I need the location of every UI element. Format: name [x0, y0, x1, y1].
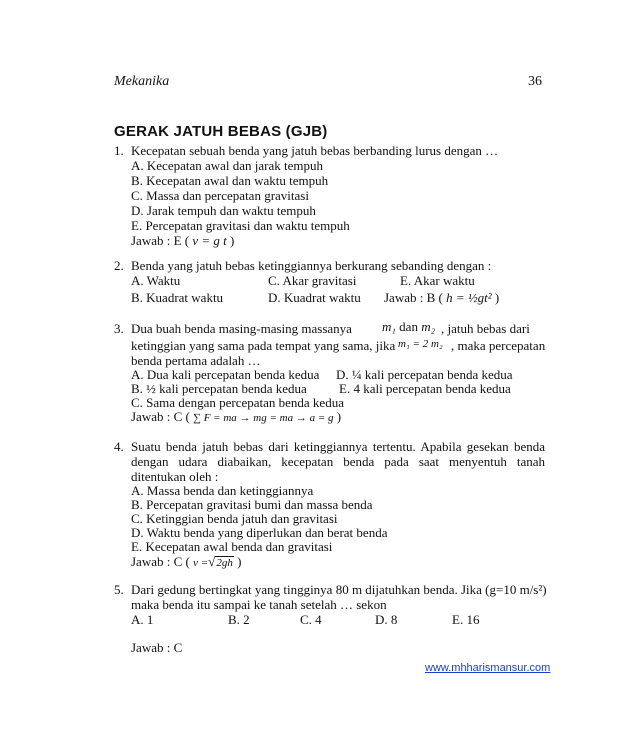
q3-option-d: D. ¼ kali percepatan benda kedua — [336, 367, 513, 382]
q3-answer-suffix: ) — [336, 409, 342, 424]
q2-option-d: D. Kuadrat waktu — [268, 290, 361, 305]
q1-answer-prefix: Jawab : E ( — [131, 233, 190, 248]
q1-option-d: D. Jarak tempuh dan waktu tempuh — [131, 203, 316, 218]
q3-option-c: C. Sama dengan percepatan benda kedua — [131, 395, 344, 410]
q2-answer-prefix: Jawab : B ( — [384, 290, 443, 305]
q1-number: 1. — [114, 143, 124, 158]
q5-option-e: E. 16 — [452, 612, 480, 627]
q3-condition: m₁ = 2 m₂ — [398, 338, 443, 350]
q4-option-b: B. Percepatan gravitasi bumi dan massa benda — [131, 497, 373, 512]
sqrt-icon: √ — [208, 554, 216, 569]
q3-answer — [131, 409, 341, 426]
q3-answer-prefix: Jawab : C ( — [131, 409, 190, 424]
page-number: 36 — [528, 74, 542, 89]
section-title: GERAK JATUH BEBAS (GJB) — [114, 123, 328, 140]
q1-option-e: E. Percepatan gravitasi dan waktu tempuh — [131, 218, 350, 233]
q1-answer — [131, 233, 234, 248]
q2-option-a: A. Waktu — [131, 273, 181, 288]
q2-answer-formula: h = ½gt² — [446, 290, 492, 305]
q3-option-e: E. 4 kali percepatan benda kedua — [339, 381, 511, 396]
q3-option-a: A. Dua kali percepatan benda kedua — [131, 367, 320, 382]
q4-option-d: D. Waktu benda yang diperlukan dan berat benda — [131, 525, 388, 540]
q2-number: 2. — [114, 258, 124, 273]
q5-line2: maka benda itu sampai ke tanah setelah … sekon — [131, 597, 387, 612]
q3-option-b: B. ½ kali percepatan benda kedua — [131, 381, 307, 396]
footer-website-link[interactable]: www.mhharismansur.com — [425, 662, 551, 674]
q4-option-c: C. Ketinggian benda jatuh dan gravitasi — [131, 511, 338, 526]
q4-answer-suffix: ) — [237, 554, 242, 569]
q5-option-d: D. 8 — [375, 612, 398, 627]
q5-number: 5. — [114, 582, 124, 597]
q3-m2: m₂ — [421, 319, 436, 334]
q5-option-a: A. 1 — [131, 612, 154, 627]
q4-number: 4. — [114, 439, 124, 454]
q2-option-e: E. Akar waktu — [400, 273, 475, 288]
q1-text: Kecepatan sebuah benda yang jatuh bebas berbanding lurus dengan … — [131, 143, 499, 158]
q3-line2-end: , maka percepatan — [451, 338, 546, 353]
q2-answer-suffix: ) — [494, 290, 500, 305]
q3-line2-start: ketinggian yang sama pada tempat yang sama, jika — [131, 338, 396, 353]
q2-text: Benda yang jatuh bebas ketinggiannya berkurang sebanding dengan : — [131, 258, 492, 273]
q2-answer — [384, 290, 499, 305]
q3-masses — [382, 319, 435, 334]
q1-answer-suffix: ) — [230, 233, 235, 248]
q5-option-c: C. 4 — [300, 612, 322, 627]
q4-answer-lhs: v = — [193, 557, 209, 569]
q3-line3: benda pertama adalah … — [131, 353, 261, 368]
q3-m1: m₁ — [382, 319, 396, 334]
q3-line1-start: Dua buah benda masing-masing massanya — [131, 321, 352, 336]
q1-option-c: C. Massa dan percepatan gravitasi — [131, 188, 309, 203]
q4-option-a: A. Massa benda dan ketinggiannya — [131, 483, 314, 498]
q2-option-b: B. Kuadrat waktu — [131, 290, 224, 305]
q5-option-b: B. 2 — [228, 612, 250, 627]
running-header-title: Mekanika — [114, 74, 170, 89]
q3-line1-end: , jatuh bebas dari — [441, 321, 530, 336]
q5-answer: Jawab : C — [131, 640, 183, 655]
q4-answer-prefix: Jawab : C ( — [131, 554, 190, 569]
q3-number: 3. — [114, 321, 124, 336]
q3-dan: dan — [399, 319, 418, 334]
q5-line1: Dari gedung bertingkat yang tingginya 80 m dijatuhkan benda. Jika (g=10 m/s²) — [131, 582, 547, 597]
q2-option-c: C. Akar gravitasi — [268, 273, 357, 288]
q4-answer-root: 2gh — [216, 557, 233, 569]
q4-option-e: E. Kecepatan awal benda dan gravitasi — [131, 539, 333, 554]
q1-option-a: A. Kecepatan awal dan jarak tempuh — [131, 158, 324, 173]
q4-answer — [131, 554, 241, 571]
q3-answer-formula: ∑ F = ma → mg = ma → a = g — [193, 412, 334, 424]
q1-answer-formula: v = g t — [192, 233, 227, 248]
q1-option-b: B. Kecepatan awal dan waktu tempuh — [131, 173, 329, 188]
q4-text: Suatu benda jatuh bebas dari ketinggiannya tertentu. Apabila gesekan benda dengan udara diabaikan, kecepatan benda pada saat menyentuh tanah ditentukan oleh : — [131, 439, 545, 484]
